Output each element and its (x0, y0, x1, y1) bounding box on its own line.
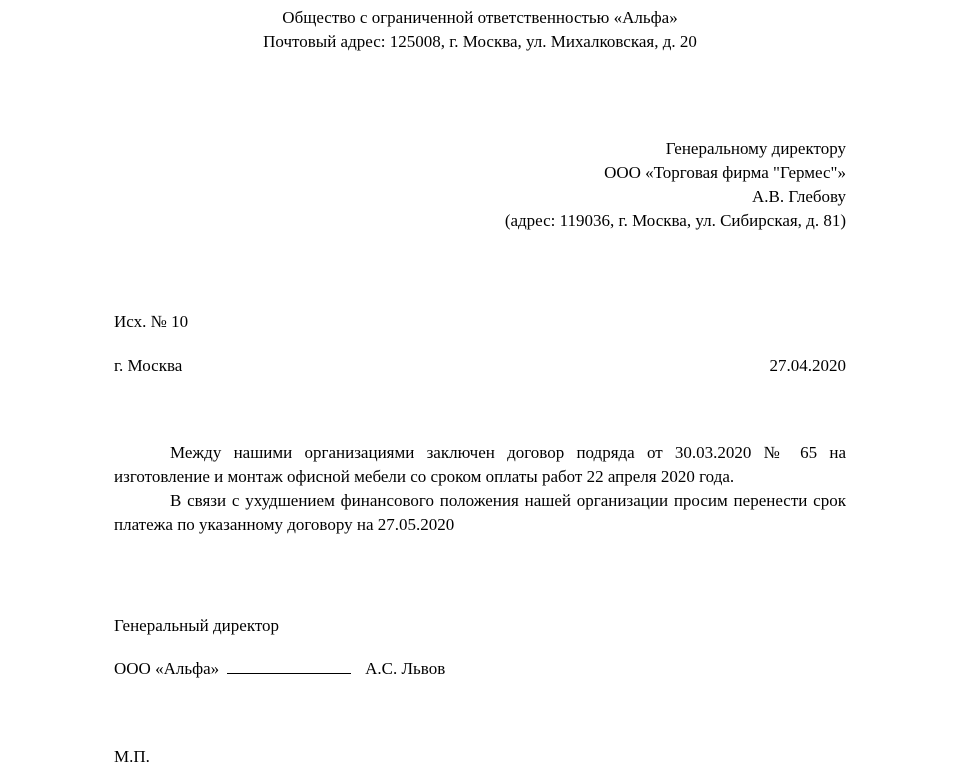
recipient-block (505, 137, 846, 233)
signature-row (114, 657, 445, 681)
signature-line (227, 657, 351, 674)
stamp-place-label: М.П. (114, 747, 150, 766)
date: 27.04.2020 (769, 356, 846, 375)
letter-body (114, 441, 846, 537)
letterhead (0, 6, 960, 54)
signature-company: ООО «Альфа» (114, 659, 220, 678)
body-paragraph-1: Между нашими организациями заключен договор подряда от 30.03.2020 № 65 на изготовление и монтаж офисной мебели со сроком оплаты работ 22 апреля 2020 года. (114, 443, 846, 486)
recipient-company: ООО «Торговая фирма "Гермес"» (604, 163, 846, 182)
place: г. Москва (114, 356, 183, 375)
signer-name: А.С. Львов (365, 659, 446, 678)
sender-org-name: Общество с ограниченной ответственностью «Альфа» (282, 8, 678, 27)
body-paragraph-2: В связи с ухудшением финансового положения нашей организации просим перенести срок платежа по указанному договору на 27.05.2020 (114, 491, 846, 534)
sender-postal-address: Почтовый адрес: 125008, г. Москва, ул. Михалковская, д. 20 (263, 32, 697, 51)
signature-title: Генеральный директор (114, 616, 280, 635)
outgoing-number: Исх. № 10 (114, 312, 189, 331)
recipient-position: Генеральному директору (665, 139, 846, 158)
place-date-row (114, 354, 846, 378)
recipient-name: А.В. Глебову (751, 187, 846, 206)
recipient-address: (адрес: 119036, г. Москва, ул. Сибирская, д. 81) (504, 211, 846, 230)
